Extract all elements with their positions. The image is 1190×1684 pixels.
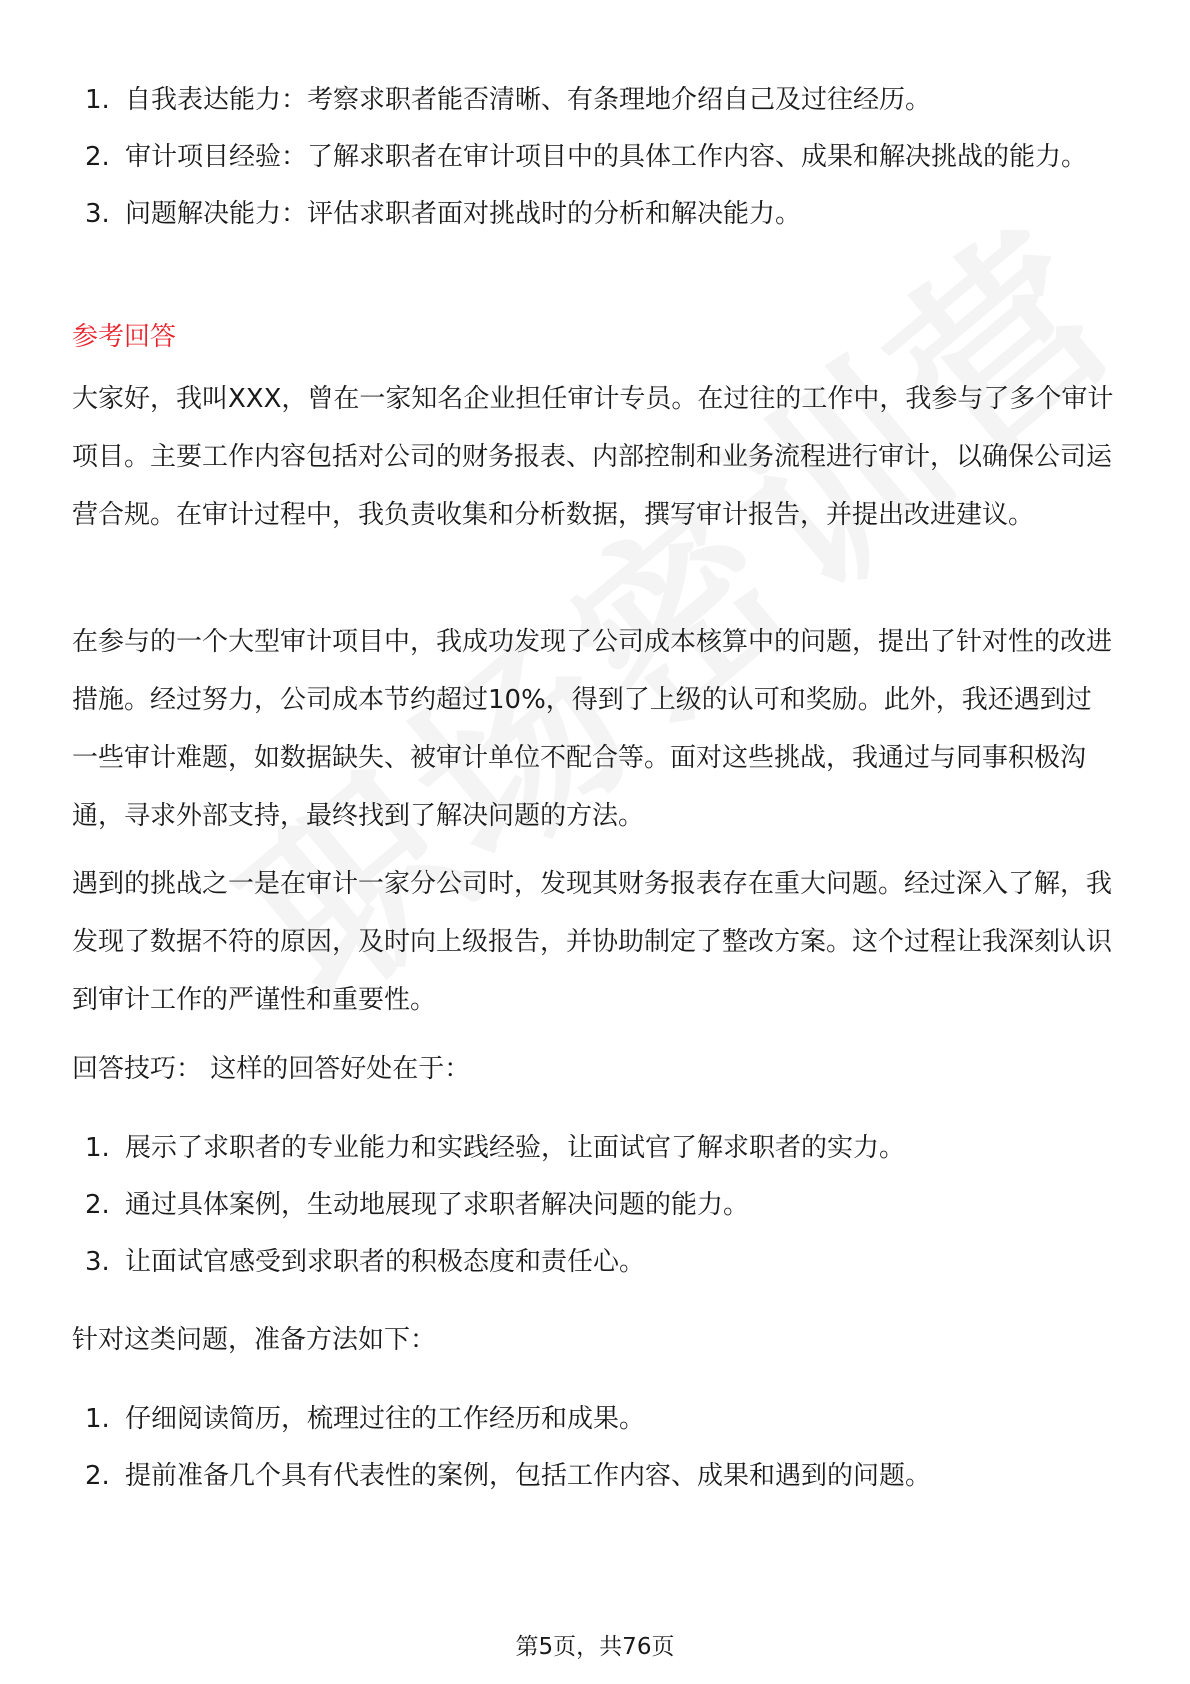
- list-item-number: 2.: [85, 142, 110, 172]
- list-item: [0, 1177, 1190, 1234]
- list-item: [0, 186, 1190, 243]
- list-item-text: 提前准备几个具有代表性的案例，包括工作内容、成果和遇到的问题。: [125, 1461, 932, 1491]
- list-item: [0, 1234, 1190, 1291]
- tips-intro: 回答技巧： 这样的回答好处在于：: [72, 1054, 471, 1084]
- list-item-number: 2.: [85, 1190, 110, 1220]
- list-item-number: 1.: [85, 85, 110, 115]
- list-item-number: 3.: [85, 1247, 110, 1277]
- list-item-text: 仔细阅读简历，梳理过往的工作经历和成果。: [125, 1404, 646, 1434]
- list-item: [0, 1391, 1190, 1448]
- list-item: [0, 1448, 1190, 1505]
- list-item-text: 通过具体案例，生动地展现了求职者解决问题的能力。: [125, 1190, 750, 1220]
- tips-list: [0, 1120, 1190, 1291]
- list-item-text: 展示了求职者的专业能力和实践经验，让面试官了解求职者的实力。: [125, 1133, 906, 1163]
- reference-answer-heading: 参考回答: [72, 322, 177, 352]
- list-item-text: 审计项目经验：了解求职者在审计项目中的具体工作内容、成果和解决挑战的能力。: [125, 142, 1088, 172]
- answer-paragraph: 在参与的一个大型审计项目中，我成功发现了公司成本核算中的问题，提出了针对性的改进措施。经过努力，公司成本节约超过10%，得到了上级的认可和奖励。此外，我还遇到过一些审计难题，如数据缺失、被审计单位不配合等。面对这些挑战，我通过与同事积极沟通，寻求外部支持，最终找到了解决问题的方法。: [72, 627, 1113, 831]
- list-item-number: 2.: [85, 1461, 110, 1491]
- list-item-text: 让面试官感受到求职者的积极态度和责任心。: [125, 1247, 646, 1277]
- list-item-number: 1.: [85, 1133, 110, 1163]
- list-item-text: 问题解决能力：评估求职者面对挑战时的分析和解决能力。: [125, 199, 802, 229]
- prep-intro: 针对这类问题，准备方法如下：: [72, 1325, 437, 1355]
- list-item: [0, 129, 1190, 186]
- prep-list: [0, 1391, 1190, 1505]
- answer-paragraph: 大家好，我叫XXX，曾在一家知名企业担任审计专员。在过往的工作中，我参与了多个审计项目。主要工作内容包括对公司的财务报表、内部控制和业务流程进行审计，以确保公司运营合规。在审计过程中，我负责收集和分析数据，撰写审计报告，并提出改进建议。: [72, 384, 1114, 530]
- answer-paragraph: 遇到的挑战之一是在审计一家分公司时，发现其财务报表存在重大问题。经过深入了解，我发现了数据不符的原因，及时向上级报告，并协助制定了整改方案。这个过程让我深刻认识到审计工作的严谨性和重要性。: [72, 869, 1113, 1015]
- list-item: [0, 72, 1190, 129]
- page-number-footer: 第5页，共76页: [515, 1634, 675, 1660]
- list-item-number: 1.: [85, 1404, 110, 1434]
- evaluation-points-list: [0, 72, 1190, 243]
- list-item: [0, 1120, 1190, 1177]
- list-item-number: 3.: [85, 199, 110, 229]
- list-item-text: 自我表达能力：考察求职者能否清晰、有条理地介绍自己及过往经历。: [125, 85, 932, 115]
